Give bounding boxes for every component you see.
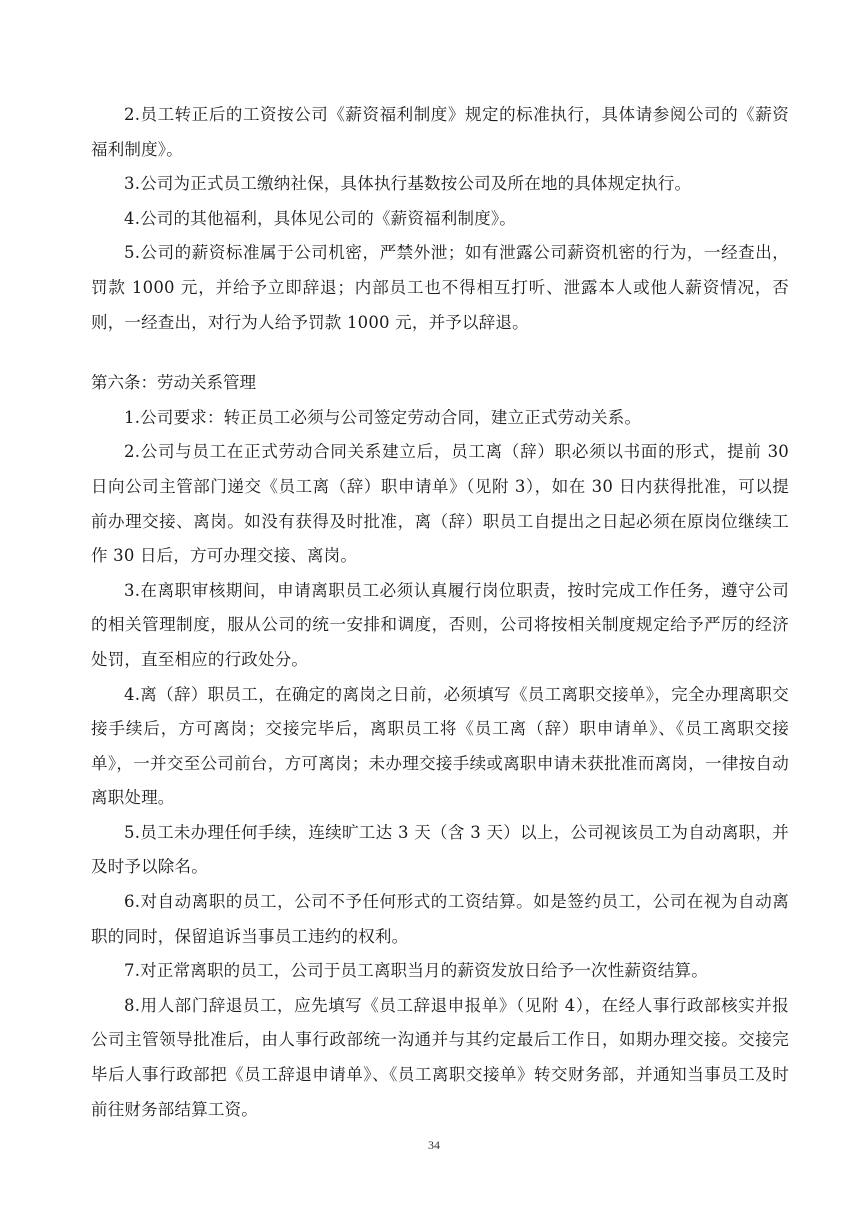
paragraph: 3.公司为正式员工缴纳社保，具体执行基数按公司及所在地的具体规定执行。 bbox=[124, 174, 692, 194]
paragraph: 6.对自动离职的员工，公司不予任何形式的工资结算。如是签约员工，公司在视为自动离职的同时，保留追诉当事员工违约的权利。 bbox=[91, 892, 789, 946]
paragraph: 4.离（辞）职员工，在确定的离岗之日前，必须填写《员工离职交接单》，完全办理离职交接手续后，方可离岗；交接完毕后，离职员工将《员工离（辞）职申请单》、《员工离职交接单》，一并交至公司前台，方可离岗；未办理交接手续或离职申请未获批准而离岗，一律按自动离职处理。 bbox=[91, 684, 789, 808]
paragraph: 8.用人部门辞退员工，应先填写《员工辞退申报单》（见附 4），在经人事行政部核实并报公司主管领导批准后，由人事行政部统一沟通并与其约定最后工作日，如期办理交接。交接完毕后人事行政部把《员工辞退申请单》、《员工离职交接单》转交财务部，并通知当事员工及时前往财务部结算工资。 bbox=[91, 995, 789, 1119]
paragraph: 2.员工转正后的工资按公司《薪资福利制度》规定的标准执行，具体请参阅公司的《薪资福利制度》。 bbox=[91, 105, 789, 159]
paragraph: 3.在离职审核期间，申请离职员工必须认真履行岗位职责，按时完成工作任务，遵守公司的相关管理制度，服从公司的统一安排和调度，否则，公司将按相关制度规定给予严厉的经济处罚，直至相应的行政处分。 bbox=[91, 580, 789, 669]
section-heading: 第六条：劳动关系管理 bbox=[91, 373, 256, 393]
paragraph: 5.员工未办理任何手续，连续旷工达 3 天（含 3 天）以上，公司视该员工为自动离职，并及时予以除名。 bbox=[91, 822, 789, 877]
paragraph: 1.公司要求：转正员工必须与公司签定劳动合同，建立正式劳动关系。 bbox=[124, 407, 642, 427]
paragraph: 2.公司与员工在正式劳动合同关系建立后，员工离（辞）职必须以书面的形式，提前 30 日向公司主管部门递交《员工离（辞）职申请单》（见附 3），如在 30 日内获得批准，可以提前办理交接、离岗。如没有获得及时批准，离（辞）职员工自提出之日起必须在原岗位继续工作 30 日后，方可办理交接、离岗。 bbox=[91, 442, 789, 566]
paragraph: 7.对正常离职的员工，公司于员工离职当月的薪资发放日给予一次性薪资结算。 bbox=[124, 961, 708, 981]
paragraph: 4.公司的其他福利，具体见公司的《薪资福利制度》。 bbox=[124, 208, 516, 228]
page-number: 34 bbox=[428, 1138, 440, 1152]
document-body bbox=[91, 98, 789, 1127]
paragraph: 5.公司的薪资标准属于公司机密，严禁外泄；如有泄露公司薪资机密的行为，一经查出，罚款 1000 元，并给予立即辞退；内部员工也不得相互打听、泄露本人或他人薪资情况，否则，一经查出，对行为人给予罚款 1000 元，并予以辞退。 bbox=[91, 243, 789, 332]
